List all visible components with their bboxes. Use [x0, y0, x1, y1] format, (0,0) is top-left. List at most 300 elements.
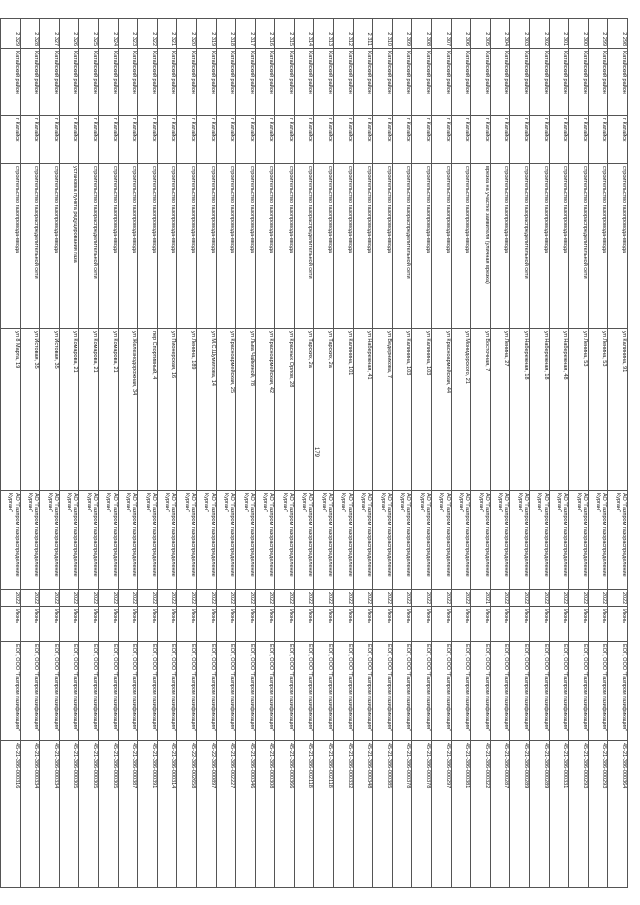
- month-cell: Июнь: [157, 607, 177, 642]
- year-cell: 2022: [334, 590, 354, 607]
- table-row: [275, 19, 295, 888]
- year-cell: 2022: [98, 590, 118, 607]
- table-row: [98, 19, 118, 888]
- year-cell: 2022: [608, 590, 628, 607]
- month-cell: Июнь: [59, 607, 79, 642]
- table-row: [530, 19, 550, 888]
- address-cell: ул Калинина, 103: [412, 329, 432, 491]
- row-number: 2 315: [275, 19, 295, 49]
- object-cell: строительство газопровода-ввода: [451, 164, 471, 329]
- object-cell: строительство газораспределительной сети: [79, 164, 99, 329]
- owner-cell: АО "Газпром газораспределение Курган": [549, 491, 569, 590]
- object-cell: строительство газопровода-ввода: [334, 164, 354, 329]
- year-cell: 2022: [236, 590, 256, 607]
- address-cell: ул Истовая, 35: [40, 329, 60, 491]
- owner-cell: АО "Газпром газораспределение Курган": [216, 491, 236, 590]
- city-cell: г Катайск: [608, 116, 628, 164]
- month-cell: Июнь: [177, 607, 197, 642]
- year-cell: 2022: [157, 590, 177, 607]
- address-cell: ул Истовая, 35: [20, 329, 40, 491]
- customer-cell: ЕОГ, ООО "Газпром газификация": [196, 642, 216, 741]
- row-number: 2 329: [1, 19, 21, 49]
- month-cell: Июнь: [40, 607, 60, 642]
- customer-cell: ЕОГ, ООО "Газпром газификация": [490, 642, 510, 741]
- owner-cell: АО "Газпром газораспределение Курган": [177, 491, 197, 590]
- table-row: [451, 19, 471, 888]
- city-cell: г Катайск: [118, 116, 138, 164]
- city-cell: г Катайск: [373, 116, 393, 164]
- row-number: 2 326: [59, 19, 79, 49]
- owner-cell: АО "Газпром газораспределение Курган": [588, 491, 608, 590]
- code-cell: 45-21-386-000287: [490, 741, 510, 888]
- code-cell: 45-21-386-000305: [79, 741, 99, 888]
- row-number: 2 311: [353, 19, 373, 49]
- address-cell: ул Пионерская, 16: [157, 329, 177, 491]
- customer-cell: ЕОГ, ООО "Газпром газификация": [412, 642, 432, 741]
- code-cell: 45-21-386-000293: [588, 741, 608, 888]
- object-cell: строительство газопровода-ввода: [1, 164, 21, 329]
- city-cell: г Катайск: [432, 116, 452, 164]
- customer-cell: ЕОГ, ООО "Газпром газификация": [79, 642, 99, 741]
- customer-cell: ЕОГ, ООО "Газпром газификация": [294, 642, 314, 741]
- address-cell: ул Ленина, 189: [177, 329, 197, 491]
- address-cell: ул Монидорского, 21: [451, 329, 471, 491]
- city-cell: г Катайск: [20, 116, 40, 164]
- city-cell: г Катайск: [1, 116, 21, 164]
- table-row: [20, 19, 40, 888]
- city-cell: г Катайск: [569, 116, 589, 164]
- month-cell: Июнь: [549, 607, 569, 642]
- district-cell: Катайский район: [157, 49, 177, 116]
- month-cell: Июнь: [490, 607, 510, 642]
- document-sheet: [7, 18, 628, 887]
- district-cell: Катайский район: [471, 49, 491, 116]
- city-cell: г Катайск: [451, 116, 471, 164]
- code-cell: 45-21-386-002118: [294, 741, 314, 888]
- row-number: 2 305: [471, 19, 491, 49]
- table-body: [1, 19, 628, 888]
- address-cell: ул Красноармейская, 42: [255, 329, 275, 491]
- year-cell: 2022: [59, 590, 79, 607]
- address-cell: ул Восточная, 7: [471, 329, 491, 491]
- address-cell: ул Комарова, 21: [79, 329, 99, 491]
- month-cell: Июнь: [392, 607, 412, 642]
- city-cell: г Катайск: [471, 116, 491, 164]
- owner-cell: АО "Газпром газораспределение Курган": [236, 491, 256, 590]
- address-cell: ул Красноармейская, 25: [216, 329, 236, 491]
- owner-cell: АО "Газпром газораспределение Курган": [412, 491, 432, 590]
- table-row: [1, 19, 21, 888]
- district-cell: Катайский район: [490, 49, 510, 116]
- code-cell: 45-21-386-002118: [314, 741, 334, 888]
- code-cell: 45-21-386-000348: [353, 741, 373, 888]
- city-cell: г Катайск: [510, 116, 530, 164]
- code-cell: 45-21-386-000289: [530, 741, 550, 888]
- row-number: 2 323: [118, 19, 138, 49]
- object-cell: строительство газопровода-ввода: [275, 164, 295, 329]
- address-cell: ул Набережная, 18: [530, 329, 550, 491]
- table-row: [79, 19, 99, 888]
- city-cell: г Катайск: [530, 116, 550, 164]
- year-cell: 2022: [432, 590, 452, 607]
- customer-cell: ЕОГ, ООО "Газпром газификация": [373, 642, 393, 741]
- city-cell: г Катайск: [157, 116, 177, 164]
- code-cell: 45-21-386-000322: [471, 741, 491, 888]
- row-number: 2 313: [314, 19, 334, 49]
- customer-cell: ЕОГ, ООО "Газпром газификация": [98, 642, 118, 741]
- row-number: 2 298: [608, 19, 628, 49]
- code-cell: 45-21-386-000308: [255, 741, 275, 888]
- district-cell: Катайский район: [569, 49, 589, 116]
- code-cell: 45-21-386-000297: [432, 741, 452, 888]
- code-cell: 45-21-386-000378: [412, 741, 432, 888]
- owner-cell: АО "Газпром газораспределение Курган": [196, 491, 216, 590]
- table-row: [314, 19, 334, 888]
- table-row: [118, 19, 138, 888]
- district-cell: Катайский район: [275, 49, 295, 116]
- row-number: 2 312: [334, 19, 354, 49]
- city-cell: г Катайск: [353, 116, 373, 164]
- row-number: 2 321: [157, 19, 177, 49]
- city-cell: г Катайск: [275, 116, 295, 164]
- customer-cell: ЕОГ, ООО "Газпром газификация": [353, 642, 373, 741]
- address-cell: ул Тарских, 2а: [314, 329, 334, 491]
- district-cell: Катайский район: [98, 49, 118, 116]
- row-number: 2 322: [138, 19, 158, 49]
- year-cell: 2021: [471, 590, 491, 607]
- table-row: [138, 19, 158, 888]
- table-row: [59, 19, 79, 888]
- object-cell: строительство газопровода-ввода: [118, 164, 138, 329]
- district-cell: Катайский район: [314, 49, 334, 116]
- object-cell: строительство газораспределительной сети: [569, 164, 589, 329]
- month-cell: Июнь: [530, 607, 550, 642]
- month-cell: Июнь: [451, 607, 471, 642]
- code-cell: 45-21-386-002227: [216, 741, 236, 888]
- customer-cell: ЕОГ, ООО "Газпром газификация": [392, 642, 412, 741]
- address-cell: ул 8 Марта, 19: [1, 329, 21, 491]
- row-number: 2 310: [373, 19, 393, 49]
- object-cell: строительство газопровода-ввода: [530, 164, 550, 329]
- row-number: 2 307: [432, 19, 452, 49]
- customer-cell: ЕОГ, ООО "Газпром газификация": [432, 642, 452, 741]
- year-cell: 2022: [216, 590, 236, 607]
- row-number: 2 314: [294, 19, 314, 49]
- object-cell: строительство газопровода-ввода: [216, 164, 236, 329]
- table-row: [510, 19, 530, 888]
- district-cell: Катайский район: [216, 49, 236, 116]
- year-cell: 2022: [510, 590, 530, 607]
- code-cell: 45-21-386-000293: [569, 741, 589, 888]
- table-row: [294, 19, 314, 888]
- owner-cell: АО "Газпром газораспределение Курган": [432, 491, 452, 590]
- customer-cell: ЕОГ, ООО "Газпром газификация": [275, 642, 295, 741]
- customer-cell: ЕОГ, ООО "Газпром газификация": [138, 642, 158, 741]
- city-cell: г Катайск: [549, 116, 569, 164]
- owner-cell: АО "Газпром газораспределение Курган": [373, 491, 393, 590]
- owner-cell: АО "Газпром газораспределение Курган": [138, 491, 158, 590]
- address-cell: ул Красных Орлов, 28: [275, 329, 295, 491]
- city-cell: г Катайск: [588, 116, 608, 164]
- district-cell: Катайский район: [549, 49, 569, 116]
- address-cell: ул Калинина, 103: [392, 329, 412, 491]
- customer-cell: ЕОГ, ООО "Газпром газификация": [255, 642, 275, 741]
- year-cell: 2022: [255, 590, 275, 607]
- owner-cell: АО "Газпром газораспределение Курган": [608, 491, 628, 590]
- object-cell: установка пункта редуцирования газа: [59, 164, 79, 329]
- year-cell: 2022: [353, 590, 373, 607]
- code-cell: 45-21-386-000316: [1, 741, 21, 888]
- object-cell: строительство газопровода-ввода: [549, 164, 569, 329]
- district-cell: Катайский район: [608, 49, 628, 116]
- city-cell: г Катайск: [490, 116, 510, 164]
- month-cell: Июнь: [20, 607, 40, 642]
- row-number: 2 319: [196, 19, 216, 49]
- object-cell: строительство газораспределительной сети: [392, 164, 412, 329]
- row-number: 2 328: [20, 19, 40, 49]
- address-cell: ул Комарова, 21: [98, 329, 118, 491]
- address-cell: ул Калинина, 101: [334, 329, 354, 491]
- row-number: 2 327: [40, 19, 60, 49]
- table-row: [353, 19, 373, 888]
- customer-cell: ЕОГ, ООО "Газпром газификация": [314, 642, 334, 741]
- table-row: [490, 19, 510, 888]
- district-cell: Катайский район: [196, 49, 216, 116]
- year-cell: 2022: [392, 590, 412, 607]
- month-cell: Июнь: [569, 607, 589, 642]
- customer-cell: ЕОГ, ООО "Газпром газификация": [451, 642, 471, 741]
- table-row: [588, 19, 608, 888]
- code-cell: 45-21-386-000385: [373, 741, 393, 888]
- city-cell: г Катайск: [392, 116, 412, 164]
- rotated-table-wrapper: [7, 18, 628, 887]
- table-row: [255, 19, 275, 888]
- district-cell: Катайский район: [255, 49, 275, 116]
- district-cell: Катайский район: [236, 49, 256, 116]
- year-cell: 2022: [118, 590, 138, 607]
- address-cell: ул Комарова, 21: [59, 329, 79, 491]
- owner-cell: АО "Газпром газораспределение Курган": [334, 491, 354, 590]
- row-number: 2 303: [510, 19, 530, 49]
- row-number: 2 320: [177, 19, 197, 49]
- owner-cell: АО "Газпром газораспределение Курган": [451, 491, 471, 590]
- table-row: [432, 19, 452, 888]
- month-cell: Июнь: [510, 607, 530, 642]
- address-cell: ул Льва Чайкиной, 78: [236, 329, 256, 491]
- object-cell: строительство газопровода-ввода: [98, 164, 118, 329]
- owner-cell: АО "Газпром газораспределение Курган": [98, 491, 118, 590]
- customer-cell: ЕОГ, ООО "Газпром газификация": [157, 642, 177, 741]
- code-cell: 45-21-386-000364: [608, 741, 628, 888]
- address-cell: ул Ленина, 53: [569, 329, 589, 491]
- owner-cell: АО "Газпром газораспределение Курган": [471, 491, 491, 590]
- table-row: [549, 19, 569, 888]
- code-cell: 45-21-386-000378: [392, 741, 412, 888]
- object-cell: строительство газораспределительной сети: [510, 164, 530, 329]
- month-cell: Июнь: [588, 607, 608, 642]
- customer-cell: ЕОГ, ООО "Газпром газификация": [177, 642, 197, 741]
- month-cell: Июнь: [275, 607, 295, 642]
- city-cell: г Катайск: [79, 116, 99, 164]
- customer-cell: ЕОГ, ООО "Газпром газификация": [118, 642, 138, 741]
- month-cell: Июнь: [432, 607, 452, 642]
- table-row: [392, 19, 412, 888]
- city-cell: г Катайск: [138, 116, 158, 164]
- owner-cell: АО "Газпром газораспределение Курган": [157, 491, 177, 590]
- row-number: 2 302: [530, 19, 550, 49]
- customer-cell: ЕОГ, ООО "Газпром газификация": [549, 642, 569, 741]
- customer-cell: ЕОГ, ООО "Газпром газификация": [530, 642, 550, 741]
- district-cell: Катайский район: [59, 49, 79, 116]
- code-cell: 45-21-386-000305: [98, 741, 118, 888]
- code-cell: 45-22-386-002658: [177, 741, 197, 888]
- month-cell: Июнь: [138, 607, 158, 642]
- customer-cell: ЕОГ, ООО "Газпром газификация": [608, 642, 628, 741]
- month-cell: Июнь: [294, 607, 314, 642]
- table-row: [177, 19, 197, 888]
- owner-cell: АО "Газпром газораспределение Курган": [314, 491, 334, 590]
- year-cell: 2022: [530, 590, 550, 607]
- owner-cell: АО "Газпром газораспределение Курган": [255, 491, 275, 590]
- address-cell: ул М.С.Шумилова, 14: [196, 329, 216, 491]
- object-cell: строительство газопровода-ввода: [353, 164, 373, 329]
- year-cell: 2022: [177, 590, 197, 607]
- owner-cell: АО "Газпром газораспределение Курган": [294, 491, 314, 590]
- month-cell: Июнь: [118, 607, 138, 642]
- city-cell: г Катайск: [334, 116, 354, 164]
- row-number: 2 324: [98, 19, 118, 49]
- object-cell: строительство газораспределительной сети: [294, 164, 314, 329]
- district-cell: Катайский район: [1, 49, 21, 116]
- year-cell: 2022: [490, 590, 510, 607]
- year-cell: 2022: [1, 590, 21, 607]
- table-row: [471, 19, 491, 888]
- month-cell: Июнь: [79, 607, 99, 642]
- district-cell: Катайский район: [373, 49, 393, 116]
- row-number: 2 308: [412, 19, 432, 49]
- code-cell: 45-21-386-000305: [59, 741, 79, 888]
- city-cell: г Катайск: [40, 116, 60, 164]
- address-cell: ул Красноармейская, 44: [432, 329, 452, 491]
- object-cell: врезка на участке заявителя (уличная врезка): [471, 164, 491, 329]
- district-cell: Катайский район: [451, 49, 471, 116]
- table-row: [608, 19, 628, 888]
- year-cell: 2022: [373, 590, 393, 607]
- owner-cell: АО "Газпром газораспределение Курган": [118, 491, 138, 590]
- customer-cell: ЕОГ, ООО "Газпром газификация": [20, 642, 40, 741]
- object-cell: строительство газопровода-ввода: [40, 164, 60, 329]
- district-cell: Катайский район: [510, 49, 530, 116]
- owner-cell: АО "Газпром газораспределение Курган": [490, 491, 510, 590]
- customer-cell: ЕОГ, ООО "Газпром газификация": [569, 642, 589, 741]
- code-cell: 45-21-386-000331: [549, 741, 569, 888]
- code-cell: 45-21-386-000289: [510, 741, 530, 888]
- object-cell: строительство газопровода-ввода: [490, 164, 510, 329]
- code-cell: 45-21-386-000334: [40, 741, 60, 888]
- row-number: 2 299: [588, 19, 608, 49]
- month-cell: Июнь: [314, 607, 334, 642]
- row-number: 2 301: [549, 19, 569, 49]
- code-cell: 45-21-386-000314: [157, 741, 177, 888]
- customer-cell: ЕОГ, ООО "Газпром газификация": [40, 642, 60, 741]
- table-row: [373, 19, 393, 888]
- table-row: [40, 19, 60, 888]
- object-cell: строительство газопровода-ввода: [138, 164, 158, 329]
- owner-cell: АО "Газпром газораспределение Курган": [59, 491, 79, 590]
- owner-cell: АО "Газпром газораспределение Курган": [275, 491, 295, 590]
- page-number: 179: [313, 446, 319, 457]
- address-cell: ул Тарских, 2а: [294, 329, 314, 491]
- owner-cell: АО "Газпром газораспределение Курган": [1, 491, 21, 590]
- table-row: [569, 19, 589, 888]
- address-cell: ул Железнодорожная, 34: [118, 329, 138, 491]
- month-cell: Июнь: [236, 607, 256, 642]
- month-cell: Июнь: [373, 607, 393, 642]
- month-cell: Июнь: [216, 607, 236, 642]
- table-row: [412, 19, 432, 888]
- row-number: 2 325: [79, 19, 99, 49]
- month-cell: Июнь: [608, 607, 628, 642]
- address-cell: ул Ведерникова, 7: [373, 329, 393, 491]
- district-cell: Катайский район: [334, 49, 354, 116]
- customer-cell: ЕОГ, ООО "Газпром газификация": [216, 642, 236, 741]
- city-cell: г Катайск: [216, 116, 236, 164]
- object-cell: строительство газораспределительной сети: [20, 164, 40, 329]
- code-cell: 45-21-386-000332: [334, 741, 354, 888]
- object-cell: строительство газопровода-ввода: [412, 164, 432, 329]
- table-row: [157, 19, 177, 888]
- year-cell: 2022: [549, 590, 569, 607]
- table-row: [196, 19, 216, 888]
- customer-cell: ЕОГ, ООО "Газпром газификация": [334, 642, 354, 741]
- customer-cell: ЕОГ, ООО "Газпром газификация": [236, 642, 256, 741]
- district-cell: Катайский район: [118, 49, 138, 116]
- district-cell: Катайский район: [294, 49, 314, 116]
- address-cell: пер Спортивный, 4: [138, 329, 158, 491]
- city-cell: г Катайск: [177, 116, 197, 164]
- district-cell: Катайский район: [177, 49, 197, 116]
- owner-cell: АО "Газпром газораспределение Курган": [353, 491, 373, 590]
- district-cell: Катайский район: [79, 49, 99, 116]
- city-cell: г Катайск: [196, 116, 216, 164]
- district-cell: Катайский район: [40, 49, 60, 116]
- object-cell: строительство газопровода-ввода: [432, 164, 452, 329]
- year-cell: 2022: [275, 590, 295, 607]
- table-row: [236, 19, 256, 888]
- customer-cell: ЕОГ, ООО "Газпром газификация": [59, 642, 79, 741]
- district-cell: Катайский район: [588, 49, 608, 116]
- district-cell: Катайский район: [353, 49, 373, 116]
- year-cell: 2022: [412, 590, 432, 607]
- table-row: [216, 19, 236, 888]
- address-cell: ул Набережная, 48: [549, 329, 569, 491]
- city-cell: г Катайск: [412, 116, 432, 164]
- code-cell: 45-21-386-000366: [275, 741, 295, 888]
- year-cell: 2022: [196, 590, 216, 607]
- customer-cell: ЕОГ, ООО "Газпром газификация": [471, 642, 491, 741]
- row-number: 2 316: [255, 19, 275, 49]
- year-cell: 2022: [569, 590, 589, 607]
- district-cell: Катайский район: [412, 49, 432, 116]
- address-cell: ул Ленина, 27: [490, 329, 510, 491]
- row-number: 2 306: [451, 19, 471, 49]
- year-cell: 2022: [79, 590, 99, 607]
- owner-cell: АО "Газпром газораспределение Курган": [510, 491, 530, 590]
- owner-cell: АО "Газпром газораспределение Курган": [530, 491, 550, 590]
- month-cell: Июнь: [334, 607, 354, 642]
- owner-cell: АО "Газпром газораспределение Курган": [20, 491, 40, 590]
- code-cell: 45-21-386-000381: [451, 741, 471, 888]
